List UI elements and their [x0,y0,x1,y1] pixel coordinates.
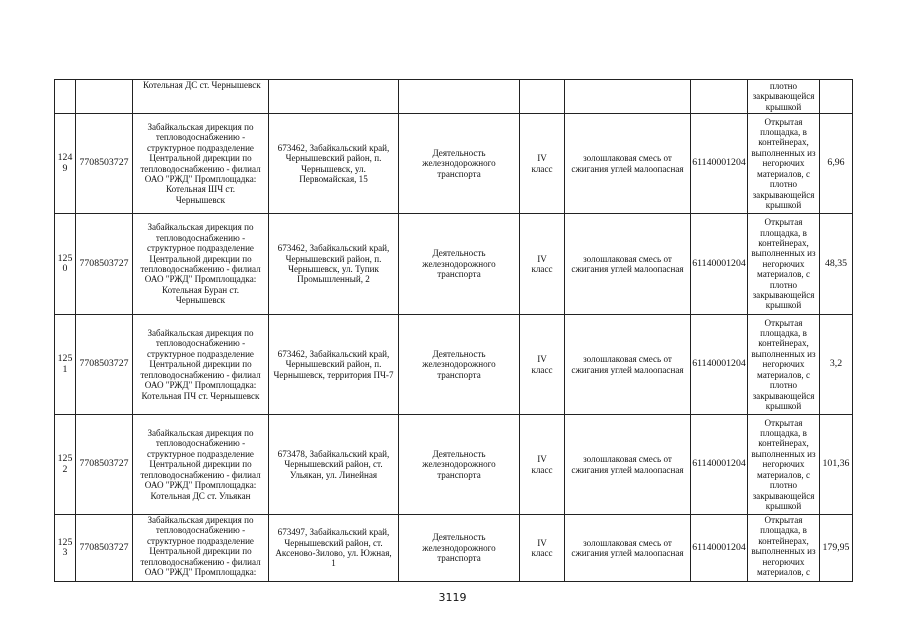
amount-cell: 3,2 [820,315,853,415]
table-row [55,315,853,415]
waste-cell: золошлаковая смесь от сжигания углей малоопасная [565,415,691,515]
code-cell [691,80,748,114]
address-cell [269,80,399,114]
code-cell: 61140001204 [691,214,748,315]
amount-cell: 6,96 [820,114,853,214]
row-number: 1249 [55,114,76,214]
class-cell [520,80,565,114]
class-cell: IV класс [520,515,565,582]
storage-cell: Открытая площадка, в контейнерах, выполненных из негорючих материалов, с плотно закрывающейся крышкой [748,214,820,315]
table-row [55,415,853,515]
activity-cell: Деятельность железнодорожного транспорта [399,315,520,415]
table-row [55,515,853,582]
row-number: 1250 [55,214,76,315]
code-cell: 61140001204 [691,515,748,582]
row-number: 1251 [55,315,76,415]
table-row-continued [55,80,853,114]
storage-cell: Открытая площадка, в контейнерах, выполненных из негорючих материалов, с плотно закрывающейся крышкой [748,114,820,214]
object-cell: Забайкальская дирекция по тепловодоснабжению - структурное подразделение Центральной дирекции по тепловодоснабжению - филиал ОАО "РЖД" Промплощадка: [133,515,269,582]
code-cell: 61140001204 [691,315,748,415]
storage-cell: Открытая площадка, в контейнерах, выполненных из негорючих материалов, с [748,515,820,582]
activity-cell: Деятельность железнодорожного транспорта [399,415,520,515]
table-row [55,114,853,214]
class-cell: IV класс [520,114,565,214]
amount-cell: 179,95 [820,515,853,582]
row-number [55,80,76,114]
inn-cell: 7708503727 [76,415,133,515]
amount-cell: 48,35 [820,214,853,315]
activity-cell: Деятельность железнодорожного транспорта [399,214,520,315]
waste-cell: золошлаковая смесь от сжигания углей малоопасная [565,114,691,214]
page-number: 3119 [438,591,467,604]
inn-cell: 7708503727 [76,315,133,415]
waste-cell: золошлаковая смесь от сжигания углей малоопасная [565,315,691,415]
code-cell: 61140001204 [691,415,748,515]
class-cell: IV класс [520,214,565,315]
row-number: 1253 [55,515,76,582]
object-cell: Забайкальская дирекция по тепловодоснабжению - структурное подразделение Центральной дирекции по тепловодоснабжению - филиал ОАО "РЖД" Промплощадка: Котельная ШЧ ст. Чернышевск [133,114,269,214]
row-number: 1252 [55,415,76,515]
class-cell: IV класс [520,415,565,515]
activity-cell: Деятельность железнодорожного транспорта [399,515,520,582]
activity-cell [399,80,520,114]
storage-cell: плотно закрывающейся крышкой [748,80,820,114]
class-cell: IV класс [520,315,565,415]
amount-cell: 101,36 [820,415,853,515]
amount-cell [820,80,853,114]
waste-cell [565,80,691,114]
object-cell: Котельная ДС ст. Чернышевск [133,80,269,114]
storage-cell: Открытая площадка, в контейнерах, выполненных из негорючих материалов, с плотно закрывающейся крышкой [748,415,820,515]
code-cell: 61140001204 [691,114,748,214]
activity-cell: Деятельность железнодорожного транспорта [399,114,520,214]
table-row [55,214,853,315]
address-cell: 673497, Забайкальский край, Чернышевский район, ст. Аксеново-Зилово, ул. Южная, 1 [269,515,399,582]
address-cell: 673462, Забайкальский край, Чернышевский район, п. Чернышевск, ул. Первомайская, 15 [269,114,399,214]
waste-register-table [54,79,853,582]
address-cell: 673462, Забайкальский край, Чернышевский район, п. Чернышевск, территория ПЧ-7 [269,315,399,415]
inn-cell: 7708503727 [76,515,133,582]
address-cell: 673478, Забайкальский край, Чернышевский район, ст. Ульякан, ул. Линейная [269,415,399,515]
address-cell: 673462, Забайкальский край, Чернышевский район, п. Чернышевск, ул. Тупик Промышленный, 2 [269,214,399,315]
object-cell: Забайкальская дирекция по тепловодоснабжению - структурное подразделение Центральной дирекции по тепловодоснабжению - филиал ОАО "РЖД" Промплощадка: Котельная ДС ст. Ульякан [133,415,269,515]
waste-cell: золошлаковая смесь от сжигания углей малоопасная [565,515,691,582]
inn-cell [76,80,133,114]
object-cell: Забайкальская дирекция по тепловодоснабжению - структурное подразделение Центральной дирекции по тепловодоснабжению - филиал ОАО "РЖД" Промплощадка: Котельная ПЧ ст. Чернышевск [133,315,269,415]
waste-cell: золошлаковая смесь от сжигания углей малоопасная [565,214,691,315]
object-cell: Забайкальская дирекция по тепловодоснабжению - структурное подразделение Центральной дирекции по тепловодоснабжению - филиал ОАО "РЖД" Промплощадка: Котельная Буран ст. Чернышевск [133,214,269,315]
storage-cell: Открытая площадка, в контейнерах, выполненных из негорючих материалов, с плотно закрывающейся крышкой [748,315,820,415]
inn-cell: 7708503727 [76,214,133,315]
inn-cell: 7708503727 [76,114,133,214]
